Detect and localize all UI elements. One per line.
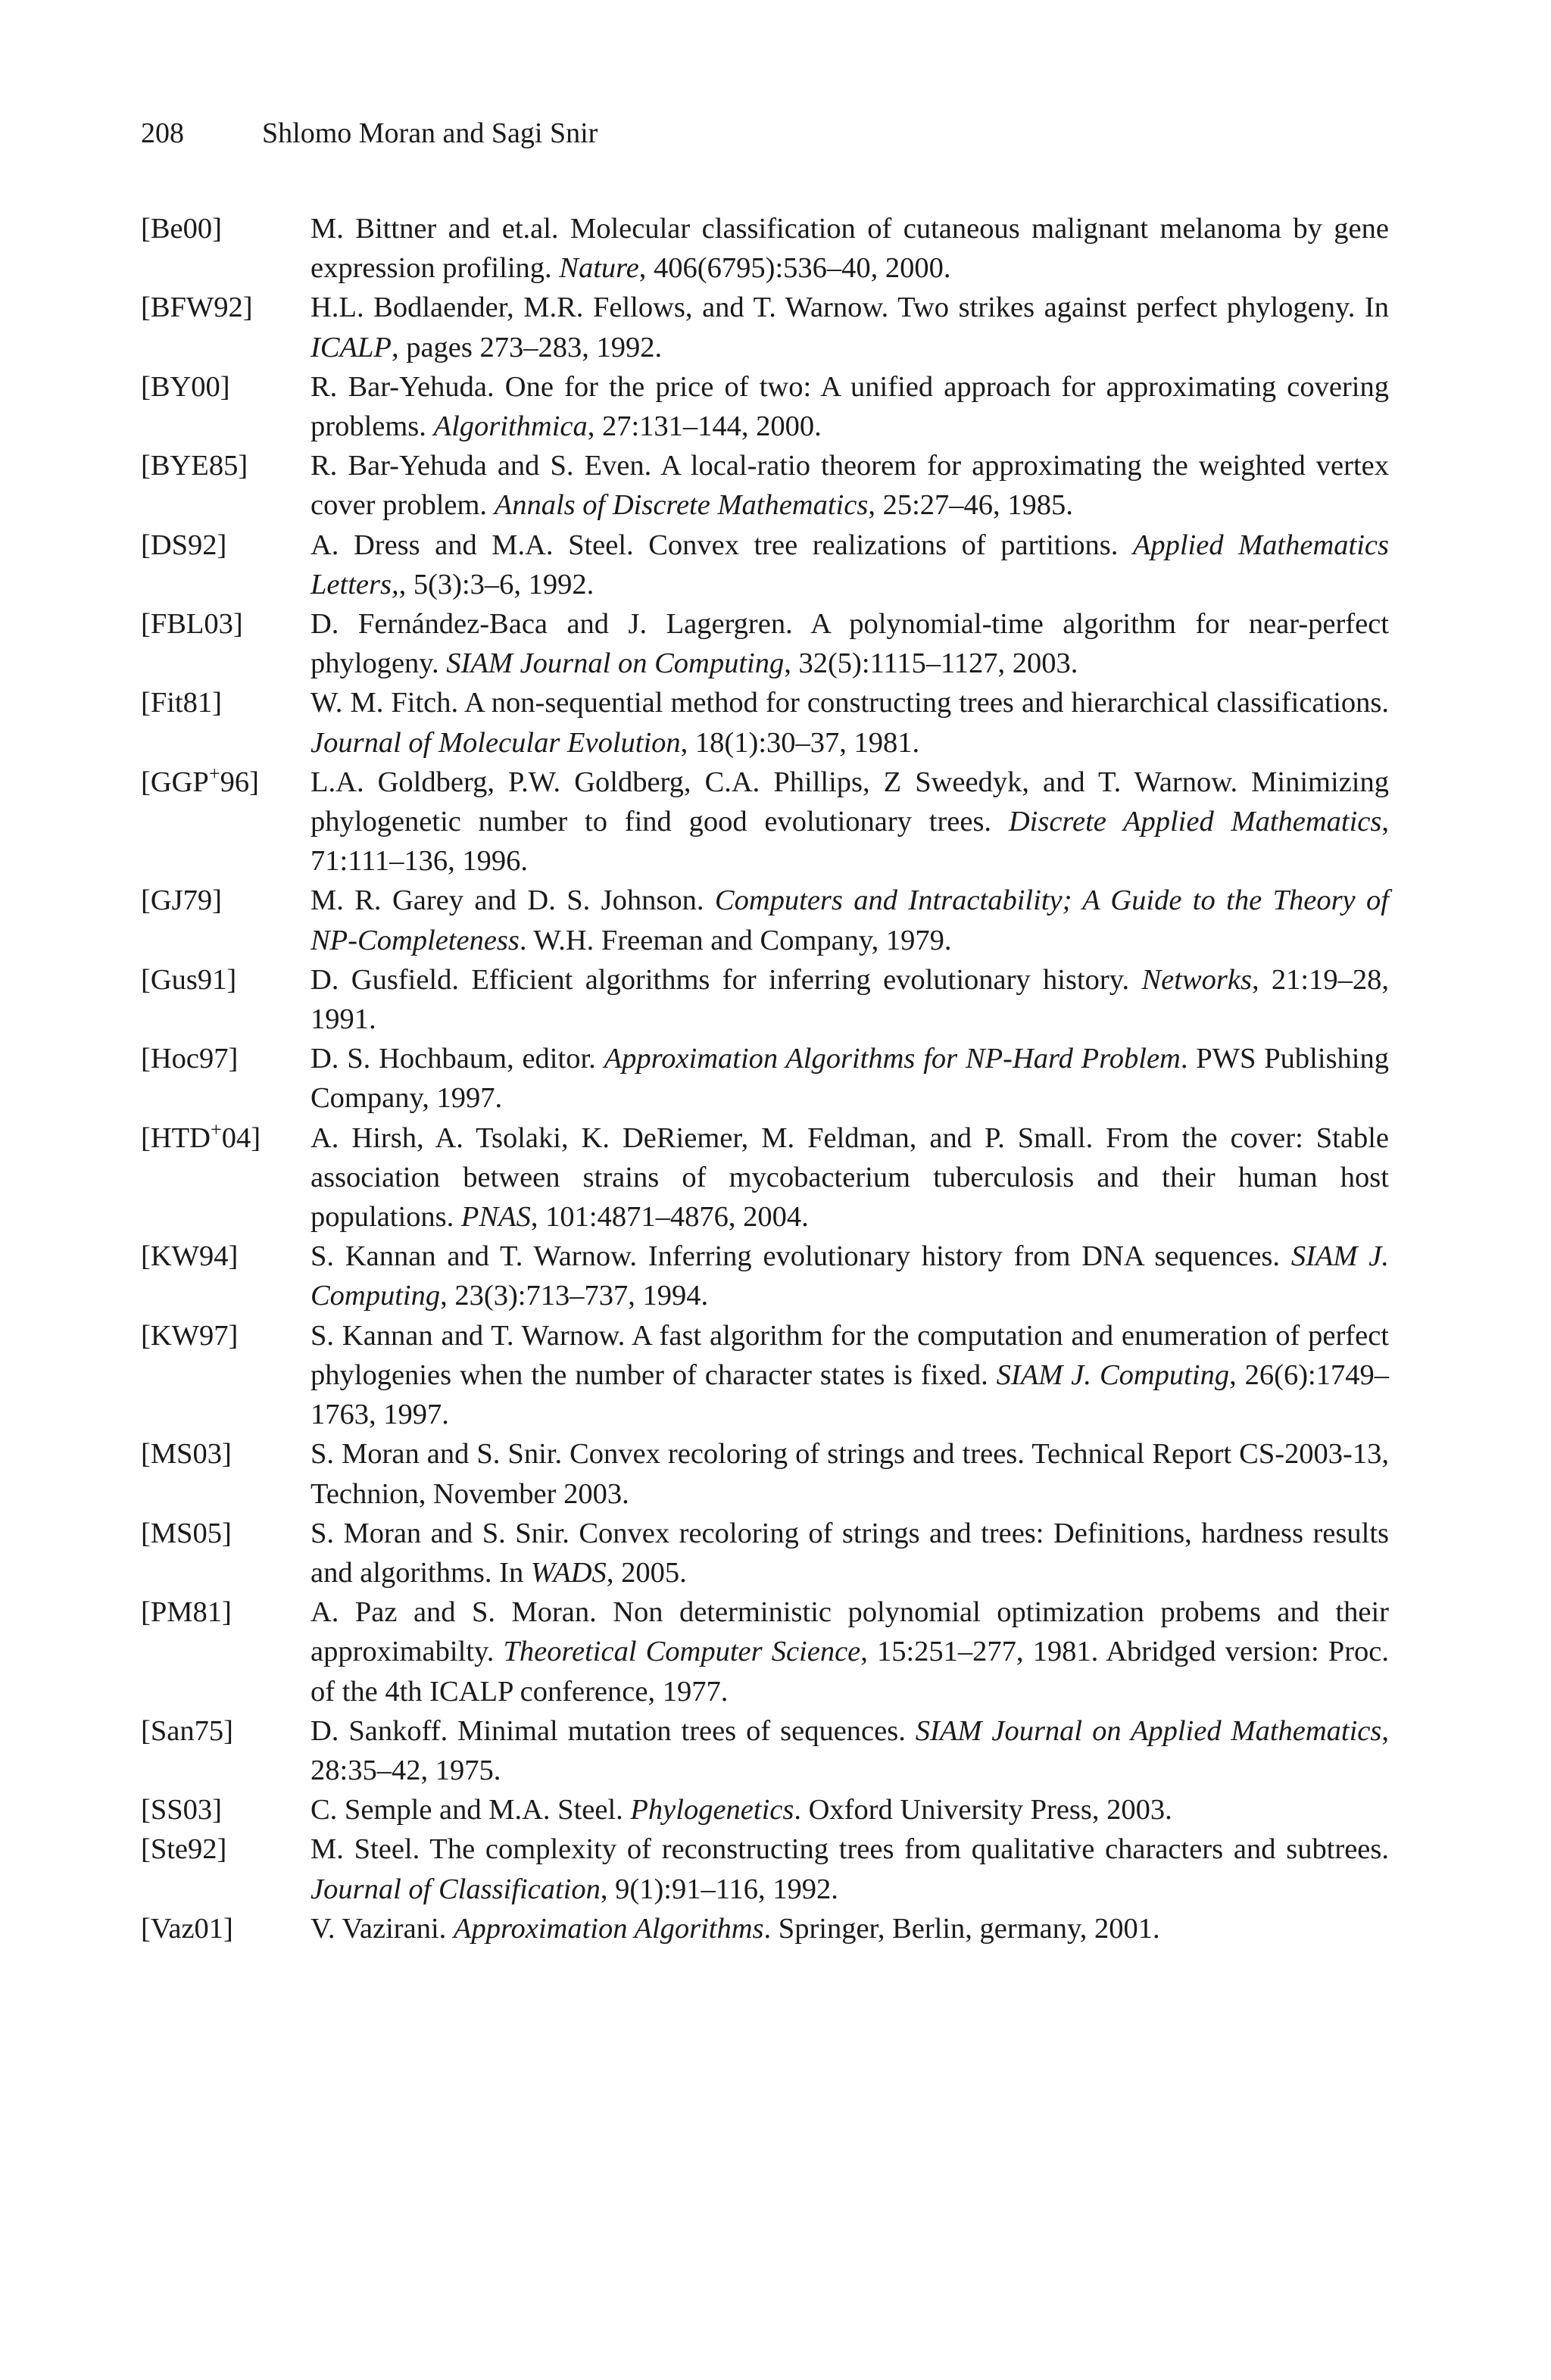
citation-key-text: [KW94] xyxy=(141,1240,239,1273)
citation-key-suffix: 04] xyxy=(221,1121,261,1154)
reference-authors-title: A. Dress and M.A. Steel. Convex tree realizations of partitions. xyxy=(311,529,1133,561)
citation-key-text: [GGP xyxy=(141,766,209,798)
reference-authors-title: M. Steel. The complexity of reconstructing trees from qualitative characters and subtrees. xyxy=(311,1833,1389,1866)
reference-details: . W.H. Freeman and Company, 1979. xyxy=(519,924,952,956)
reference-venue: Journal of Molecular Evolution xyxy=(311,726,681,759)
citation-key-text: [MS03] xyxy=(141,1438,232,1471)
reference-entry xyxy=(141,1514,1389,1592)
reference-details: , pages 273–283, 1992. xyxy=(391,331,663,363)
reference-text xyxy=(311,288,1389,367)
reference-text xyxy=(311,960,1389,1039)
reference-details: . PWS Publishing Company, 1997. xyxy=(311,1043,1390,1115)
citation-key xyxy=(141,683,311,722)
reference-venue: Phylogenetics xyxy=(630,1794,794,1826)
reference-venue: Applied Mathematics Letters, xyxy=(311,529,1389,600)
reference-text xyxy=(311,881,1389,959)
citation-key xyxy=(141,1118,311,1158)
reference-venue: Annals of Discrete Mathematics xyxy=(494,489,869,522)
reference-text xyxy=(311,1237,1389,1315)
citation-key-text: [KW97] xyxy=(141,1319,239,1352)
reference-details: , 406(6795):536–40, 2000. xyxy=(638,252,951,285)
reference-venue: SIAM J. Computing xyxy=(996,1358,1230,1391)
running-header xyxy=(141,114,598,153)
citation-key xyxy=(141,1237,311,1276)
reference-details: , 28:35–42, 1975. xyxy=(311,1714,1390,1786)
reference-venue: Theoretical Computer Science xyxy=(503,1636,861,1668)
citation-key xyxy=(141,1514,311,1553)
reference-entry xyxy=(141,881,1389,959)
citation-key-text: [Be00] xyxy=(141,213,222,245)
citation-key-sup: + xyxy=(210,1118,222,1140)
reference-entry xyxy=(141,960,1389,1039)
reference-text xyxy=(311,1039,1389,1118)
citation-key xyxy=(141,604,311,644)
reference-entry xyxy=(141,763,1389,881)
reference-venue: SIAM Journal on Applied Mathematics xyxy=(915,1714,1382,1747)
reference-venue: Approximation Algorithms xyxy=(453,1912,764,1945)
reference-text xyxy=(311,1434,1389,1513)
reference-authors-title: R. Bar-Yehuda. One for the price of two: A unified approach for approximating covering problems. xyxy=(311,370,1389,443)
citation-key-text: [MS05] xyxy=(141,1517,232,1549)
reference-venue: SIAM J. Computing xyxy=(311,1240,1390,1312)
citation-key-text: [Ste92] xyxy=(141,1833,227,1866)
reference-entry xyxy=(141,1592,1389,1711)
reference-venue: Discrete Applied Mathematics xyxy=(1008,806,1382,838)
reference-text xyxy=(311,683,1389,762)
reference-entry xyxy=(141,1434,1389,1513)
reference-text xyxy=(311,1909,1389,1948)
citation-key-text: [FBL03] xyxy=(141,608,243,641)
reference-entry xyxy=(141,1829,1389,1908)
reference-authors-title: M. R. Garey and D. S. Johnson. xyxy=(311,884,715,917)
reference-text xyxy=(311,1316,1389,1435)
reference-authors-title: D. Gusfield. Efficient algorithms for inferring evolutionary history. xyxy=(311,963,1142,996)
citation-key xyxy=(141,1316,311,1355)
citation-key-text: [San75] xyxy=(141,1714,233,1747)
citation-key-text: [Hoc97] xyxy=(141,1043,239,1075)
citation-key-text: [HTD xyxy=(141,1121,211,1154)
reference-details: , 26(6):1749–1763, 1997. xyxy=(311,1358,1389,1431)
reference-authors-title: D. Fernández-Baca and J. Lagergren. A polynomial-time algorithm for near-perfect phylogeny. xyxy=(311,608,1389,680)
reference-details: , 23(3):713–737, 1994. xyxy=(440,1280,709,1312)
reference-authors-title: M. Bittner and et.al. Molecular classification of cutaneous malignant melanoma by gene expression profiling. xyxy=(311,213,1389,285)
reference-text xyxy=(311,604,1389,683)
reference-details: . Oxford University Press, 2003. xyxy=(794,1794,1172,1826)
reference-details: , 18(1):30–37, 1981. xyxy=(680,726,920,759)
citation-key xyxy=(141,881,311,920)
reference-venue: Algorithmica xyxy=(433,410,588,443)
reference-authors-title: L.A. Goldberg, P.W. Goldberg, C.A. Phillips, Z Sweedyk, and T. Warnow. Minimizing phylogenetic number to find good evolutionary trees. xyxy=(311,766,1389,838)
reference-authors-title: R. Bar-Yehuda and S. Even. A local-ratio theorem for approximating the weighted vertex cover problem. xyxy=(311,450,1389,522)
citation-key xyxy=(141,1711,311,1751)
reference-venue: Journal of Classification xyxy=(311,1873,601,1905)
reference-authors-title: V. Vazirani. xyxy=(311,1912,454,1945)
citation-key xyxy=(141,288,311,327)
reference-entry xyxy=(141,209,1389,288)
reference-details: , 32(5):1115–1127, 2003. xyxy=(784,647,1078,680)
citation-key-text: [Fit81] xyxy=(141,687,222,719)
citation-key-text: [SS03] xyxy=(141,1794,222,1826)
reference-text xyxy=(311,1118,1389,1237)
reference-entry xyxy=(141,1790,1389,1829)
citation-key-text: [PM81] xyxy=(141,1596,232,1629)
citation-key xyxy=(141,1909,311,1948)
reference-venue: PNAS xyxy=(460,1201,531,1234)
reference-authors-title: W. M. Fitch. A non-sequential method for constructing trees and hierarchical classifications. xyxy=(311,687,1389,719)
reference-text xyxy=(311,1592,1389,1711)
reference-text xyxy=(311,1829,1389,1908)
reference-venue: Computers and Intractability; A Guide to the Theory of NP-Completeness xyxy=(311,884,1389,956)
reference-venue: SIAM Journal on Computing xyxy=(446,647,785,680)
citation-key-text: [GJ79] xyxy=(141,884,222,917)
reference-text xyxy=(311,1711,1389,1790)
citation-key-text: [BYE85] xyxy=(141,450,248,482)
citation-key-text: [BY00] xyxy=(141,370,230,403)
citation-key-text: [DS92] xyxy=(141,529,227,561)
reference-authors-title: S. Moran and S. Snir. Convex recoloring of strings and trees. Technical Report CS-2003-13, Technion, November 2003. xyxy=(311,1438,1389,1510)
reference-details: , 71:111–136, 1996. xyxy=(311,806,1389,878)
citation-key xyxy=(141,526,311,565)
reference-details: , 101:4871–4876, 2004. xyxy=(530,1201,809,1234)
citation-key xyxy=(141,1790,311,1829)
reference-authors-title: S. Kannan and T. Warnow. Inferring evolutionary history from DNA sequences. xyxy=(311,1240,1291,1273)
reference-authors-title: D. Sankoff. Minimal mutation trees of sequences. xyxy=(311,1714,916,1747)
citation-key xyxy=(141,367,311,407)
reference-venue: Networks xyxy=(1141,963,1252,996)
reference-details: , 21:19–28, 1991. xyxy=(311,963,1390,1036)
reference-authors-title: A. Paz and S. Moran. Non deterministic polynomial optimization probems and their approximabilty. xyxy=(311,1596,1389,1668)
reference-venue: WADS xyxy=(530,1556,607,1589)
reference-details: , 9(1):91–116, 1992. xyxy=(600,1873,838,1905)
reference-list xyxy=(141,209,1389,1948)
reference-authors-title: A. Hirsh, A. Tsolaki, K. DeRiemer, M. Feldman, and P. Small. From the cover: Stable association between strains of mycobacterium tuberculosis and their human host populations. xyxy=(311,1121,1389,1234)
reference-entry xyxy=(141,1237,1389,1315)
reference-text xyxy=(311,446,1389,525)
reference-entry xyxy=(141,1909,1389,1948)
reference-entry xyxy=(141,1118,1389,1237)
reference-authors-title: D. S. Hochbaum, editor. xyxy=(311,1043,604,1075)
citation-key-text: [Vaz01] xyxy=(141,1912,233,1945)
citation-key-text: [BFW92] xyxy=(141,292,253,324)
citation-key xyxy=(141,763,311,802)
citation-key xyxy=(141,1592,311,1632)
citation-key-sup: + xyxy=(208,762,220,784)
reference-entry xyxy=(141,288,1389,367)
reference-entry xyxy=(141,446,1389,525)
reference-venue: ICALP xyxy=(311,331,392,363)
reference-details: , 15:251–277, 1981. Abridged version: Proc. of the 4th ICALP conference, 1977. xyxy=(311,1636,1390,1708)
reference-entry xyxy=(141,526,1389,604)
reference-details: , 27:131–144, 2000. xyxy=(587,410,822,443)
reference-details: , 25:27–46, 1985. xyxy=(868,489,1073,522)
reference-entry xyxy=(141,1316,1389,1435)
reference-entry xyxy=(141,604,1389,683)
reference-text xyxy=(311,367,1389,446)
citation-key xyxy=(141,960,311,1000)
reference-text xyxy=(311,209,1389,288)
citation-key xyxy=(141,209,311,248)
reference-authors-title: S. Moran and S. Snir. Convex recoloring of strings and trees: Definitions, hardness results and algorithms. In xyxy=(311,1517,1389,1589)
reference-entry xyxy=(141,1039,1389,1118)
running-title: Shlomo Moran and Sagi Snir xyxy=(262,117,598,149)
reference-text xyxy=(311,763,1389,881)
reference-venue: Approximation Algorithms for NP-Hard Problem xyxy=(604,1043,1181,1075)
reference-details: , 2005. xyxy=(606,1556,687,1589)
page-number: 208 xyxy=(141,117,184,149)
citation-key xyxy=(141,1039,311,1078)
citation-key xyxy=(141,1829,311,1869)
reference-text xyxy=(311,526,1389,604)
citation-key xyxy=(141,446,311,485)
reference-authors-title: C. Semple and M.A. Steel. xyxy=(311,1794,631,1826)
citation-key-text: [Gus91] xyxy=(141,963,237,996)
reference-authors-title: S. Kannan and T. Warnow. A fast algorithm for the computation and enumeration of perfect phylogenies when the number of character states is fixed. xyxy=(311,1319,1389,1391)
reference-text xyxy=(311,1514,1389,1592)
reference-text xyxy=(311,1790,1389,1829)
reference-entry xyxy=(141,683,1389,762)
citation-key xyxy=(141,1434,311,1474)
reference-entry xyxy=(141,1711,1389,1790)
reference-venue: Nature xyxy=(559,252,639,285)
reference-entry xyxy=(141,367,1389,446)
reference-details: , 5(3):3–6, 1992. xyxy=(398,568,594,600)
reference-details: . Springer, Berlin, germany, 2001. xyxy=(763,1912,1160,1945)
citation-key-suffix: 96] xyxy=(220,766,259,798)
reference-authors-title: H.L. Bodlaender, M.R. Fellows, and T. Warnow. Two strikes against perfect phylogeny. In xyxy=(311,292,1389,324)
